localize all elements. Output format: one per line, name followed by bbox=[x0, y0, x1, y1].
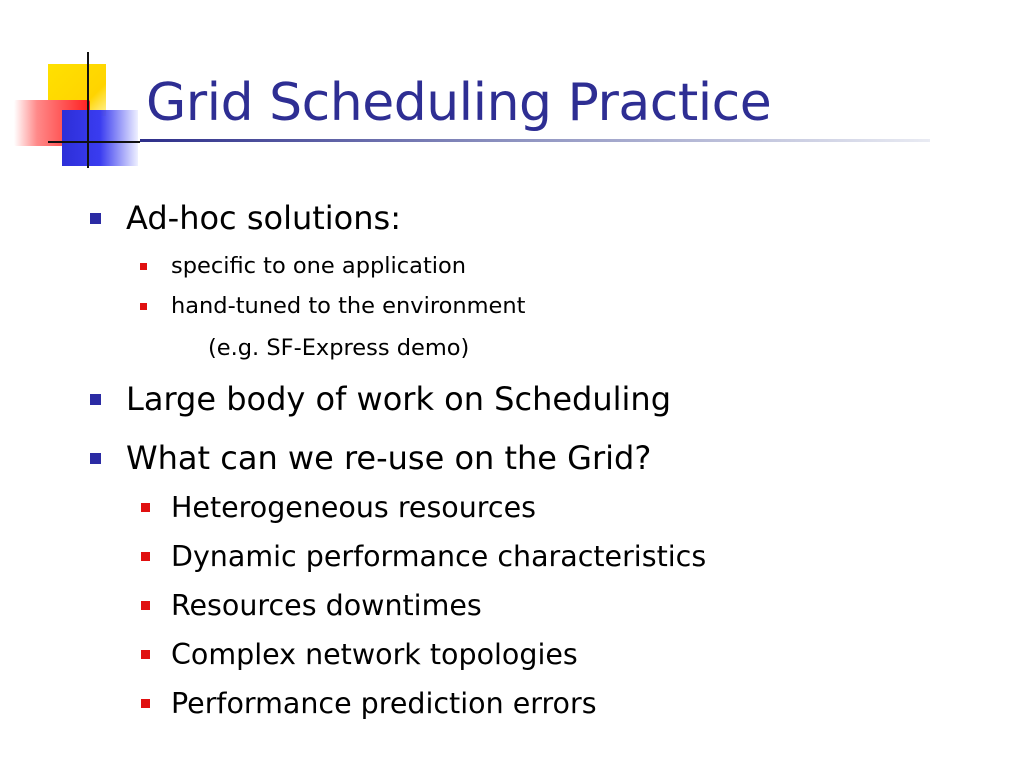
square-bullet-icon bbox=[141, 699, 150, 708]
sub-bullet-item bbox=[171, 636, 578, 674]
sub-bullet-continuation: (e.g. SF-Express demo) bbox=[208, 335, 470, 361]
sub-bullet-text: Heterogeneous resources bbox=[171, 491, 536, 524]
decorative-vertical-line bbox=[87, 52, 89, 168]
slide-title: Grid Scheduling Practice bbox=[146, 73, 772, 133]
square-bullet-icon bbox=[141, 650, 150, 659]
square-bullet-icon bbox=[141, 601, 150, 610]
sub-bullet-text: Complex network topologies bbox=[171, 638, 578, 671]
sub-bullet-text: specific to one application bbox=[171, 253, 467, 279]
title-underline bbox=[140, 139, 930, 142]
decorative-blue-square bbox=[62, 110, 138, 166]
sub-bullet-item bbox=[171, 587, 482, 625]
square-bullet-icon bbox=[140, 303, 147, 310]
square-bullet-icon bbox=[90, 213, 101, 224]
sub-bullet-item bbox=[171, 489, 536, 527]
bullet-item bbox=[126, 197, 401, 239]
square-bullet-icon bbox=[141, 552, 150, 561]
sub-bullet-text: hand-tuned to the environment bbox=[171, 293, 526, 319]
bullet-item bbox=[126, 437, 651, 479]
square-bullet-icon bbox=[141, 503, 150, 512]
sub-bullet-item bbox=[171, 251, 466, 281]
bullet-item bbox=[126, 378, 671, 420]
sub-bullet-text: Performance prediction errors bbox=[171, 687, 597, 720]
sub-bullet-text: Dynamic performance characteristics bbox=[171, 540, 707, 573]
decorative-horizontal-line bbox=[48, 141, 140, 143]
sub-bullet-text: Resources downtimes bbox=[171, 589, 482, 622]
bullet-text: Large body of work on Scheduling bbox=[126, 380, 672, 418]
square-bullet-icon bbox=[90, 394, 101, 405]
bullet-text: Ad-hoc solutions: bbox=[126, 199, 401, 237]
sub-bullet-item bbox=[171, 538, 706, 576]
bullet-text: What can we re-use on the Grid? bbox=[126, 439, 652, 477]
sub-bullet-item bbox=[171, 685, 597, 723]
square-bullet-icon bbox=[90, 453, 101, 464]
sub-bullet-item bbox=[171, 291, 525, 321]
square-bullet-icon bbox=[140, 263, 147, 270]
